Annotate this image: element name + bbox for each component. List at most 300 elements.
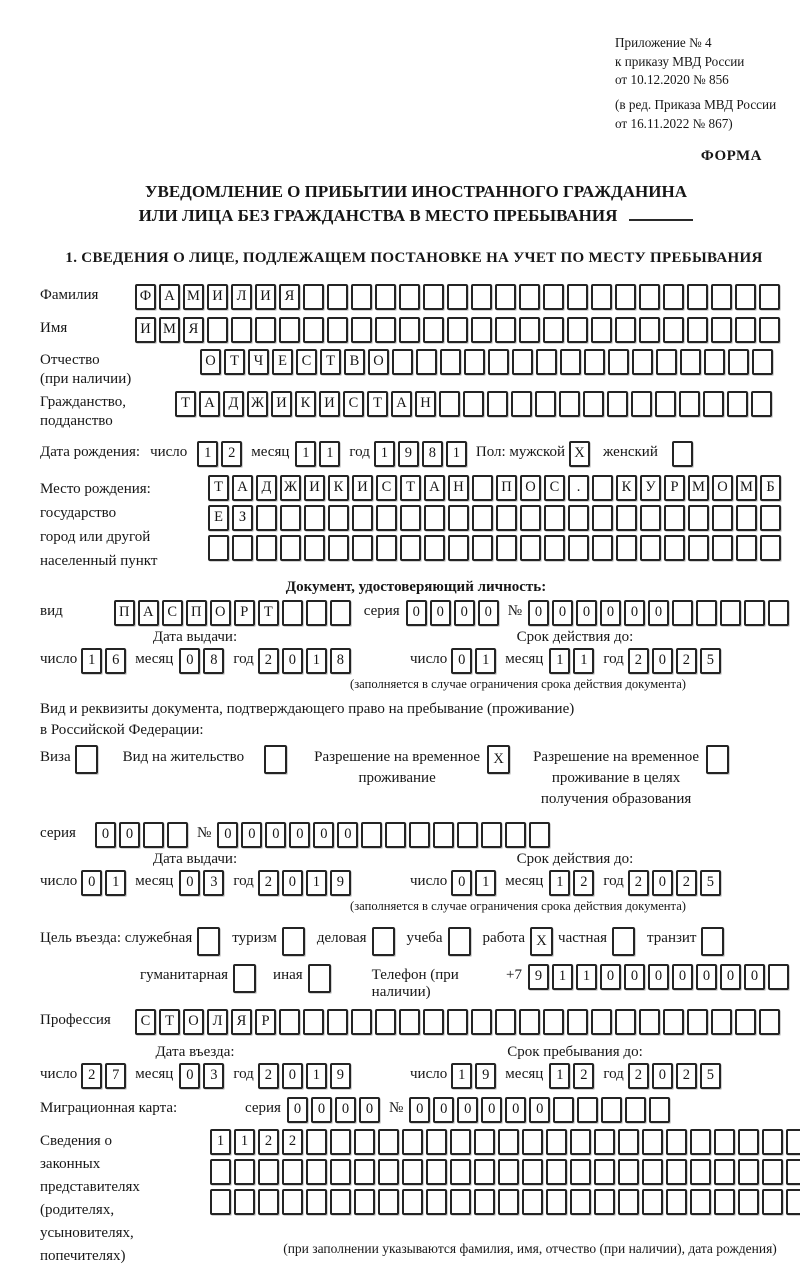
form-cell[interactable] [529,822,550,848]
sex-male-checkbox[interactable] [569,441,593,467]
form-cell[interactable] [690,1129,711,1155]
form-cell[interactable]: О [210,600,231,626]
form-cell[interactable] [615,1009,636,1035]
form-cell[interactable] [601,1097,622,1123]
form-cell[interactable] [735,317,756,343]
form-cell[interactable] [640,535,661,561]
form-cell[interactable]: И [255,284,276,310]
form-cell[interactable]: 0 [406,600,427,626]
form-cell[interactable]: 0 [576,600,597,626]
form-cell[interactable]: 0 [648,964,669,990]
form-cell[interactable]: 1 [306,870,327,896]
form-cell[interactable]: 1 [552,964,573,990]
form-cell[interactable] [735,1009,756,1035]
form-cell[interactable]: 3 [203,1063,224,1089]
form-cell[interactable] [378,1129,399,1155]
doc-issue-day-input[interactable] [81,648,129,674]
form-cell[interactable] [303,284,324,310]
form-cell[interactable]: 0 [552,600,573,626]
form-cell[interactable]: О [368,349,389,375]
form-cell[interactable] [399,284,420,310]
form-cell[interactable]: X [487,745,510,774]
form-cell[interactable] [210,1189,231,1215]
form-cell[interactable]: Н [415,391,436,417]
form-cell[interactable] [642,1189,663,1215]
form-cell[interactable]: 0 [81,870,102,896]
form-cell[interactable] [471,1009,492,1035]
entry-day-input[interactable] [81,1063,129,1089]
form-cell[interactable]: 0 [505,1097,526,1123]
form-cell[interactable] [471,317,492,343]
form-cell[interactable]: 0 [481,1097,502,1123]
form-cell[interactable]: 0 [179,870,200,896]
form-cell[interactable] [666,1189,687,1215]
form-cell[interactable]: Е [272,349,293,375]
form-cell[interactable]: 0 [179,1063,200,1089]
form-cell[interactable]: 2 [628,648,649,674]
form-cell[interactable]: С [162,600,183,626]
doc-valid-month-input[interactable] [549,648,597,674]
form-cell[interactable] [306,1189,327,1215]
form-cell[interactable]: 0 [241,822,262,848]
form-cell[interactable]: 1 [197,441,218,467]
form-cell[interactable]: 0 [529,1097,550,1123]
form-cell[interactable] [197,927,220,956]
form-cell[interactable] [385,822,406,848]
form-cell[interactable]: О [200,349,221,375]
form-cell[interactable] [577,1097,598,1123]
stay-issue-month-input[interactable] [179,870,227,896]
stay-issue-day-input[interactable] [81,870,129,896]
form-cell[interactable]: 0 [179,648,200,674]
birth-month-input[interactable] [295,441,343,467]
form-cell[interactable]: П [186,600,207,626]
form-cell[interactable] [612,927,635,956]
form-cell[interactable] [768,600,789,626]
purpose-private-checkbox[interactable] [612,927,638,956]
guardians-row3-input[interactable] [210,1189,800,1215]
form-cell[interactable]: 2 [258,1129,279,1155]
form-cell[interactable] [536,349,557,375]
form-cell[interactable] [760,535,781,561]
form-cell[interactable] [607,391,628,417]
form-cell[interactable] [768,964,789,990]
form-cell[interactable] [361,822,382,848]
form-cell[interactable]: П [114,600,135,626]
form-cell[interactable] [330,1129,351,1155]
form-cell[interactable] [690,1189,711,1215]
form-cell[interactable] [543,317,564,343]
form-cell[interactable] [546,1189,567,1215]
form-cell[interactable]: Н [448,475,469,501]
form-cell[interactable]: Т [224,349,245,375]
form-cell[interactable] [233,964,256,993]
form-cell[interactable] [399,1009,420,1035]
form-cell[interactable] [649,1097,670,1123]
form-cell[interactable]: 1 [210,1129,231,1155]
form-cell[interactable]: 0 [652,1063,673,1089]
form-cell[interactable] [447,1009,468,1035]
form-cell[interactable] [615,317,636,343]
form-cell[interactable] [639,1009,660,1035]
form-cell[interactable]: 6 [105,648,126,674]
form-cell[interactable]: И [135,317,156,343]
form-cell[interactable]: Т [258,600,279,626]
form-cell[interactable]: Б [760,475,781,501]
form-cell[interactable]: В [344,349,365,375]
form-cell[interactable] [472,475,493,501]
form-cell[interactable]: Ж [247,391,268,417]
form-cell[interactable]: С [376,475,397,501]
form-cell[interactable]: А [138,600,159,626]
form-cell[interactable]: О [520,475,541,501]
form-cell[interactable] [207,317,228,343]
form-cell[interactable] [522,1129,543,1155]
form-cell[interactable] [639,317,660,343]
doc-series-input[interactable] [406,600,502,626]
form-cell[interactable] [786,1189,800,1215]
form-cell[interactable] [759,284,780,310]
form-cell[interactable]: 0 [282,870,303,896]
form-cell[interactable] [511,391,532,417]
form-cell[interactable]: Д [256,475,277,501]
form-cell[interactable]: Я [231,1009,252,1035]
form-cell[interactable] [663,284,684,310]
form-cell[interactable] [280,535,301,561]
birth-place-row2-input[interactable] [208,505,784,531]
form-cell[interactable]: 0 [313,822,334,848]
birth-day-input[interactable] [197,441,245,467]
form-cell[interactable] [424,535,445,561]
form-cell[interactable] [738,1129,759,1155]
form-cell[interactable] [738,1189,759,1215]
form-cell[interactable] [567,317,588,343]
form-cell[interactable] [567,1009,588,1035]
form-cell[interactable] [759,317,780,343]
form-cell[interactable] [594,1129,615,1155]
form-cell[interactable]: 1 [105,870,126,896]
purpose-work-checkbox[interactable] [530,927,556,956]
form-cell[interactable]: X [530,927,553,956]
form-cell[interactable]: Я [183,317,204,343]
doc-valid-day-input[interactable] [451,648,499,674]
patronymic-input[interactable] [200,349,776,375]
form-cell[interactable] [616,505,637,531]
form-cell[interactable] [618,1129,639,1155]
form-cell[interactable]: 0 [95,822,116,848]
form-cell[interactable] [701,927,724,956]
form-cell[interactable]: 9 [475,1063,496,1089]
form-cell[interactable]: 0 [528,600,549,626]
form-cell[interactable] [663,1009,684,1035]
form-cell[interactable] [304,505,325,531]
form-cell[interactable] [568,535,589,561]
form-cell[interactable] [680,349,701,375]
form-cell[interactable] [639,284,660,310]
form-cell[interactable]: Ч [248,349,269,375]
form-cell[interactable] [642,1129,663,1155]
form-cell[interactable]: 0 [337,822,358,848]
form-cell[interactable] [440,349,461,375]
form-cell[interactable]: 9 [398,441,419,467]
form-cell[interactable]: 1 [549,648,570,674]
form-cell[interactable] [327,284,348,310]
form-cell[interactable] [448,535,469,561]
form-cell[interactable] [264,745,287,774]
form-cell[interactable] [591,284,612,310]
form-cell[interactable]: 0 [217,822,238,848]
stay-valid-day-input[interactable] [451,870,499,896]
form-cell[interactable] [712,505,733,531]
form-cell[interactable] [591,1009,612,1035]
form-cell[interactable]: Р [255,1009,276,1035]
form-cell[interactable]: 5 [700,870,721,896]
form-cell[interactable] [666,1129,687,1155]
form-cell[interactable]: А [391,391,412,417]
form-cell[interactable]: Р [664,475,685,501]
form-cell[interactable] [433,822,454,848]
form-cell[interactable]: 2 [573,1063,594,1089]
purpose-official-checkbox[interactable] [197,927,223,956]
form-cell[interactable] [464,349,485,375]
form-cell[interactable] [328,505,349,531]
form-cell[interactable]: О [183,1009,204,1035]
form-cell[interactable]: 9 [330,1063,351,1089]
form-cell[interactable] [625,1097,646,1123]
form-cell[interactable] [426,1189,447,1215]
form-cell[interactable] [618,1189,639,1215]
form-cell[interactable]: Ф [135,284,156,310]
form-cell[interactable] [584,349,605,375]
form-cell[interactable]: Т [400,475,421,501]
form-cell[interactable] [631,391,652,417]
form-cell[interactable]: 2 [258,648,279,674]
form-cell[interactable]: 1 [374,441,395,467]
form-cell[interactable] [594,1189,615,1215]
sex-female-checkbox[interactable] [672,441,696,467]
form-cell[interactable] [327,317,348,343]
form-cell[interactable] [372,927,395,956]
form-cell[interactable] [400,505,421,531]
form-cell[interactable]: 5 [700,648,721,674]
form-cell[interactable]: 8 [422,441,443,467]
form-cell[interactable]: Т [159,1009,180,1035]
form-cell[interactable] [471,284,492,310]
form-cell[interactable] [704,349,725,375]
form-cell[interactable] [696,600,717,626]
form-cell[interactable] [303,317,324,343]
form-cell[interactable] [735,284,756,310]
form-cell[interactable]: 9 [528,964,549,990]
stay-series-input[interactable] [95,822,191,848]
form-cell[interactable]: М [183,284,204,310]
form-cell[interactable]: 0 [359,1097,380,1123]
migr-number-input[interactable] [409,1097,673,1123]
stay-valid-month-input[interactable] [549,870,597,896]
form-cell[interactable] [416,349,437,375]
form-cell[interactable]: И [352,475,373,501]
form-cell[interactable]: З [232,505,253,531]
form-cell[interactable]: 2 [282,1129,303,1155]
stay-valid-year-input[interactable] [628,870,724,896]
temp-residence-checkbox[interactable] [487,745,513,774]
form-cell[interactable]: М [159,317,180,343]
form-cell[interactable]: К [295,391,316,417]
form-cell[interactable] [570,1189,591,1215]
form-cell[interactable] [520,505,541,531]
form-cell[interactable]: 0 [624,964,645,990]
form-cell[interactable] [543,284,564,310]
form-cell[interactable] [447,317,468,343]
form-cell[interactable]: 1 [549,870,570,896]
form-cell[interactable] [616,535,637,561]
form-cell[interactable] [706,745,729,774]
form-cell[interactable] [423,1009,444,1035]
form-cell[interactable] [375,317,396,343]
form-cell[interactable]: 9 [330,870,351,896]
form-cell[interactable]: С [343,391,364,417]
form-cell[interactable] [543,1009,564,1035]
form-cell[interactable] [487,391,508,417]
form-cell[interactable]: И [319,391,340,417]
form-cell[interactable] [279,317,300,343]
form-cell[interactable] [720,600,741,626]
form-cell[interactable]: П [496,475,517,501]
form-cell[interactable]: К [616,475,637,501]
form-cell[interactable]: Р [234,600,255,626]
form-cell[interactable]: 2 [258,870,279,896]
form-cell[interactable] [351,317,372,343]
form-cell[interactable] [744,600,765,626]
form-cell[interactable]: К [328,475,349,501]
form-cell[interactable] [282,600,303,626]
form-cell[interactable] [354,1129,375,1155]
citizenship-input[interactable] [175,391,775,417]
form-cell[interactable] [496,505,517,531]
form-cell[interactable]: 0 [457,1097,478,1123]
form-cell[interactable] [450,1129,471,1155]
form-cell[interactable]: Л [231,284,252,310]
form-cell[interactable]: 8 [203,648,224,674]
form-cell[interactable] [304,535,325,561]
form-cell[interactable] [656,349,677,375]
form-cell[interactable]: М [688,475,709,501]
form-cell[interactable] [448,505,469,531]
form-cell[interactable] [672,441,693,467]
form-cell[interactable] [439,391,460,417]
form-cell[interactable] [423,317,444,343]
form-cell[interactable]: Т [175,391,196,417]
form-cell[interactable]: 0 [624,600,645,626]
form-cell[interactable] [495,1009,516,1035]
form-cell[interactable]: 0 [433,1097,454,1123]
form-cell[interactable] [402,1189,423,1215]
form-cell[interactable]: 7 [105,1063,126,1089]
doc-type-input[interactable] [114,600,354,626]
form-cell[interactable]: У [640,475,661,501]
form-cell[interactable]: X [569,441,590,467]
form-cell[interactable] [664,535,685,561]
form-cell[interactable]: О [712,475,733,501]
form-cell[interactable]: 3 [203,870,224,896]
form-cell[interactable] [303,1009,324,1035]
purpose-humanitarian-checkbox[interactable] [233,964,259,993]
purpose-tourism-checkbox[interactable] [282,927,308,956]
form-cell[interactable] [592,535,613,561]
form-cell[interactable] [535,391,556,417]
form-cell[interactable] [280,505,301,531]
form-cell[interactable] [426,1129,447,1155]
form-cell[interactable] [143,822,164,848]
form-cell[interactable] [759,1009,780,1035]
form-cell[interactable] [279,1009,300,1035]
form-cell[interactable]: 0 [652,648,673,674]
form-cell[interactable] [376,535,397,561]
form-cell[interactable] [567,284,588,310]
form-cell[interactable] [256,535,277,561]
form-cell[interactable]: Т [320,349,341,375]
form-cell[interactable]: 0 [720,964,741,990]
form-cell[interactable]: 0 [744,964,765,990]
form-cell[interactable] [592,505,613,531]
form-cell[interactable] [234,1189,255,1215]
form-cell[interactable] [687,284,708,310]
form-cell[interactable] [762,1129,783,1155]
form-cell[interactable] [308,964,331,993]
form-cell[interactable] [306,1129,327,1155]
form-cell[interactable] [423,284,444,310]
form-cell[interactable]: 0 [289,822,310,848]
form-cell[interactable]: А [199,391,220,417]
form-cell[interactable]: А [424,475,445,501]
form-cell[interactable] [450,1189,471,1215]
form-cell[interactable]: Т [208,475,229,501]
form-cell[interactable] [544,505,565,531]
form-cell[interactable]: . [568,475,589,501]
form-cell[interactable] [714,1129,735,1155]
form-cell[interactable] [457,822,478,848]
form-cell[interactable] [544,535,565,561]
form-cell[interactable] [559,391,580,417]
form-cell[interactable]: Д [223,391,244,417]
form-cell[interactable]: 0 [652,870,673,896]
form-cell[interactable]: 1 [475,648,496,674]
form-cell[interactable] [327,1009,348,1035]
until-day-input[interactable] [451,1063,499,1089]
form-cell[interactable]: 5 [700,1063,721,1089]
form-cell[interactable] [570,1129,591,1155]
entry-year-input[interactable] [258,1063,354,1089]
form-cell[interactable]: 0 [430,600,451,626]
form-cell[interactable] [409,822,430,848]
form-cell[interactable] [447,284,468,310]
residence-permit-checkbox[interactable] [264,745,290,774]
doc-issue-year-input[interactable] [258,648,354,674]
stay-number-input[interactable] [217,822,553,848]
form-cell[interactable] [330,600,351,626]
form-cell[interactable] [474,1189,495,1215]
form-cell[interactable]: И [304,475,325,501]
form-cell[interactable] [519,284,540,310]
given-name-input[interactable] [135,317,783,343]
form-cell[interactable]: 2 [628,1063,649,1089]
form-cell[interactable] [679,391,700,417]
form-cell[interactable]: И [207,284,228,310]
form-cell[interactable] [752,349,773,375]
form-cell[interactable]: 0 [478,600,499,626]
form-cell[interactable] [282,1189,303,1215]
form-cell[interactable] [351,1009,372,1035]
